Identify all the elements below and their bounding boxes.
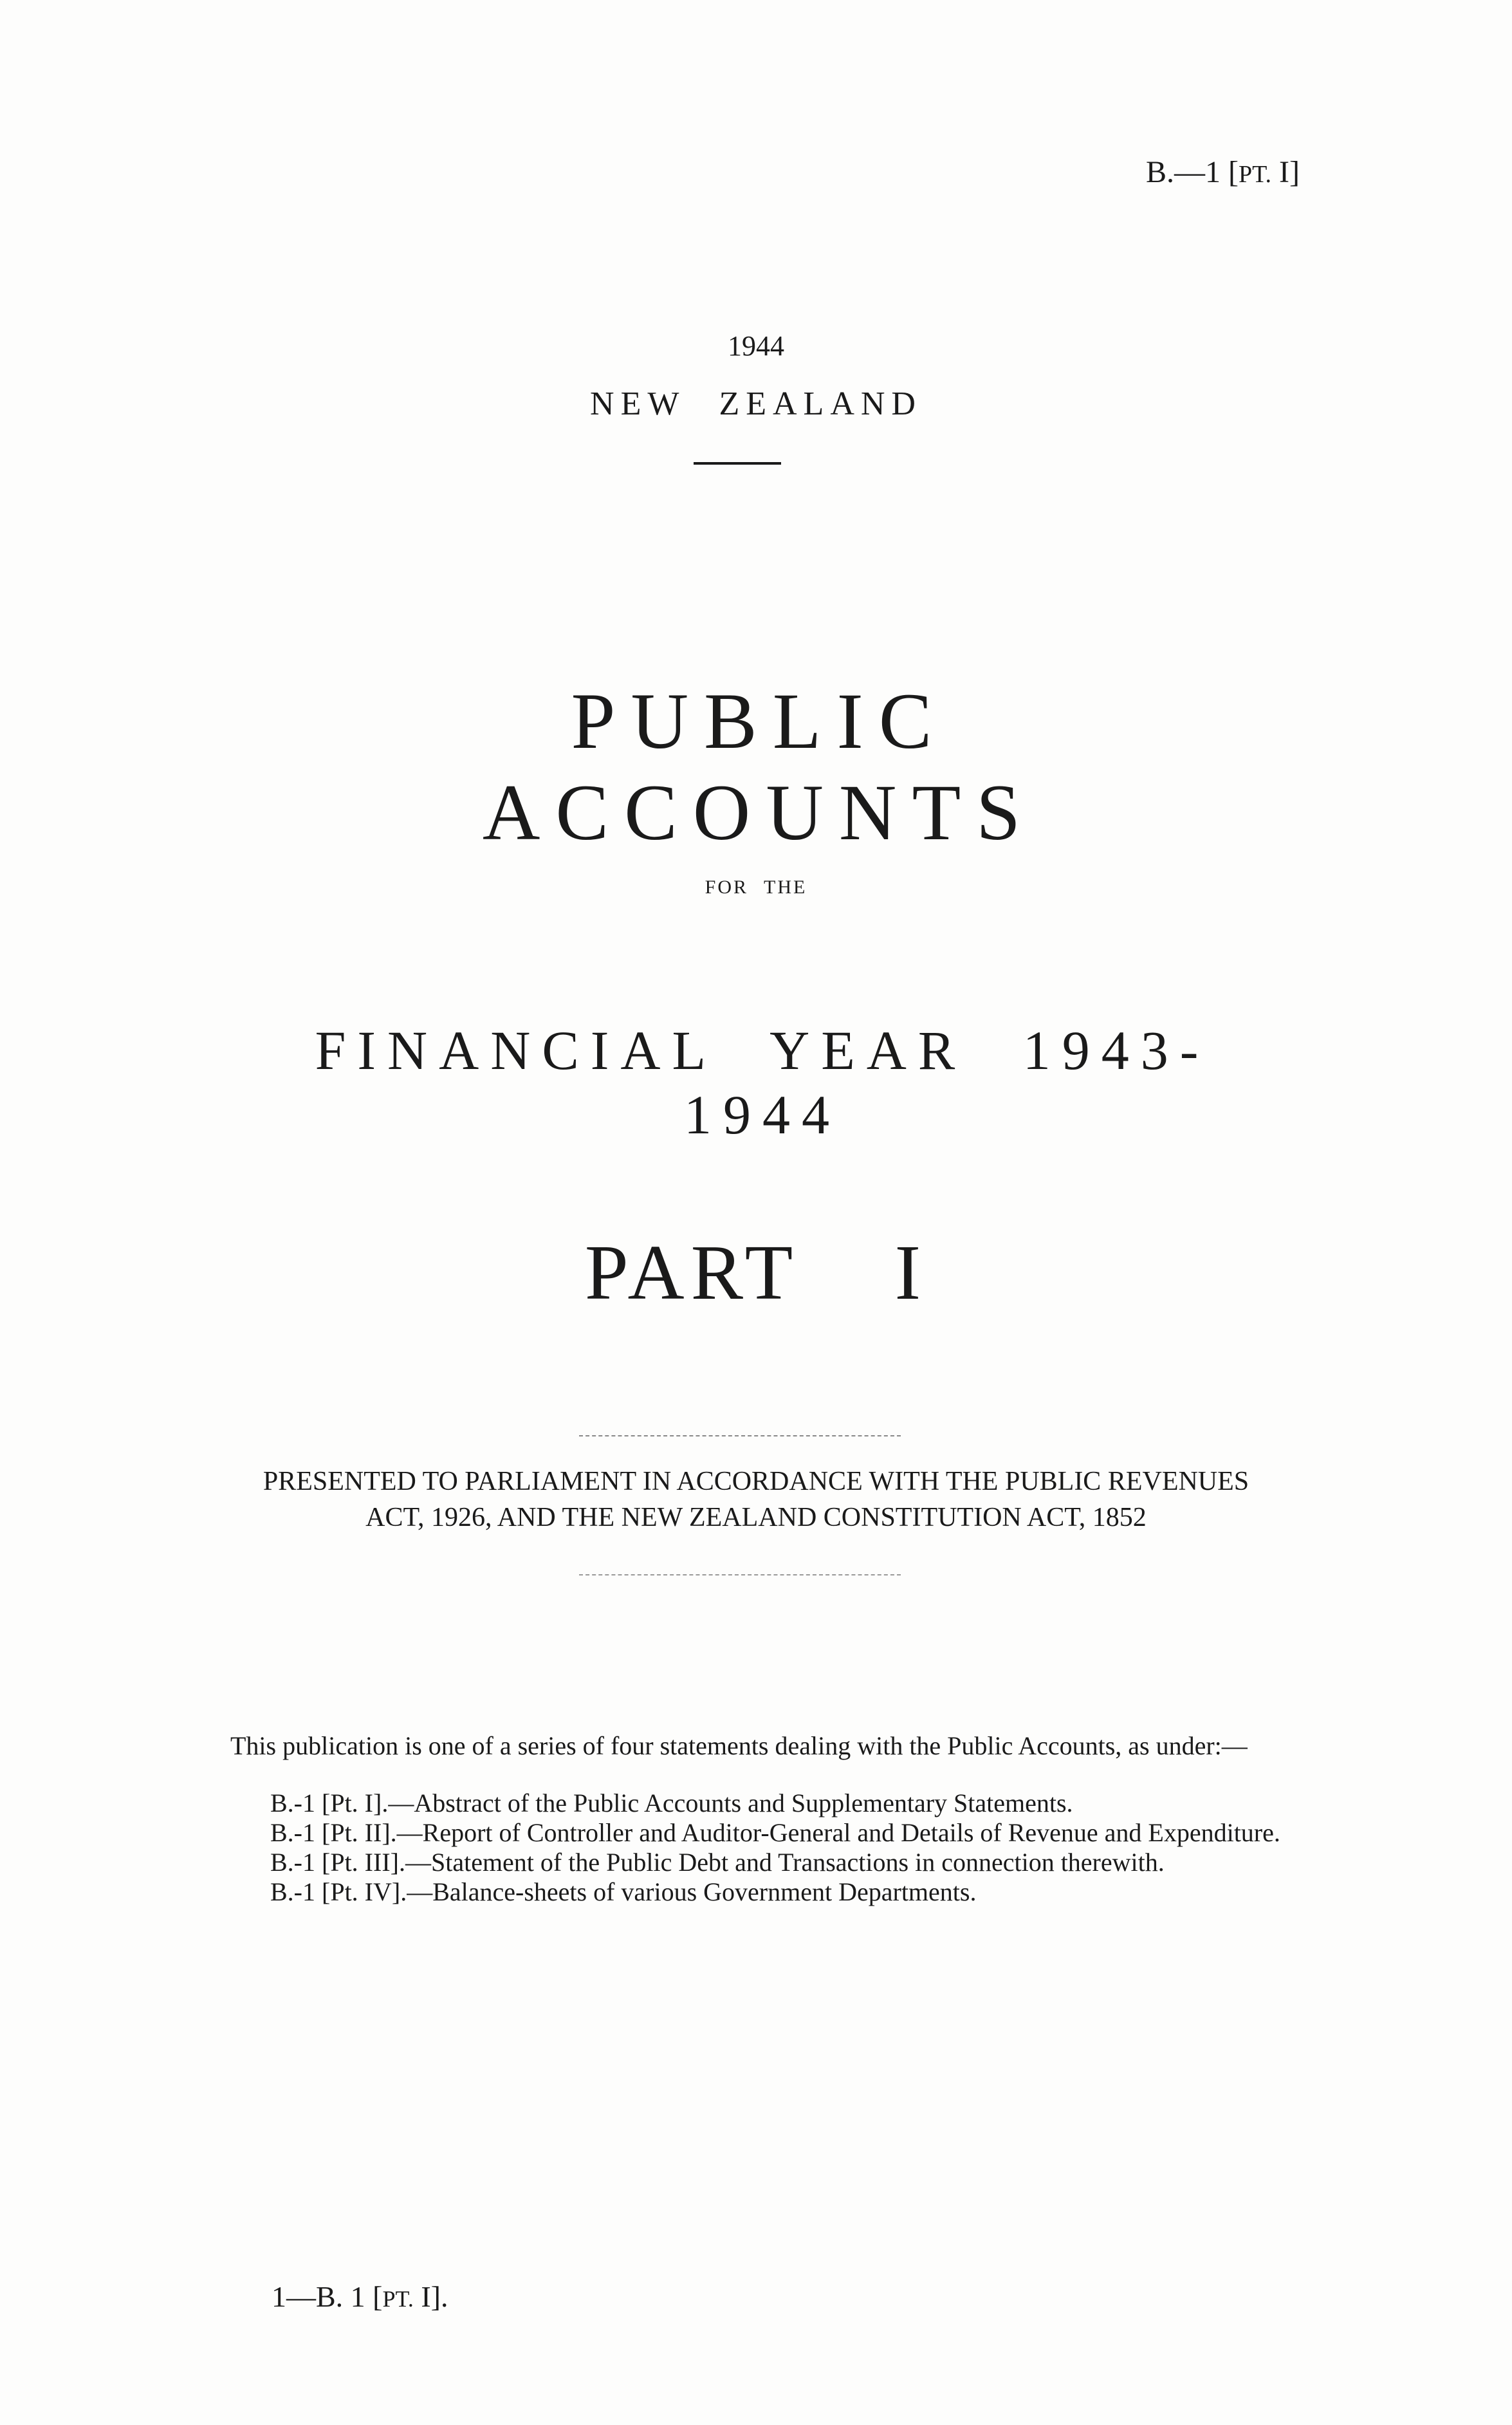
for-the-line: FOR THE bbox=[705, 877, 807, 898]
footer-ref-pt: PT. bbox=[382, 2286, 414, 2312]
divider-rule-lower bbox=[579, 1574, 901, 1575]
footer-reference bbox=[272, 2280, 448, 2314]
footer-ref-end: I]. bbox=[413, 2280, 448, 2313]
series-list bbox=[270, 1789, 1313, 1908]
intro-paragraph: This publication is one of a series of four statements dealing with the Public Accounts, as under:— bbox=[230, 1731, 1248, 1760]
presented-line-2: ACT, 1926, AND THE NEW ZEALAND CONSTITUTION ACT, 1852 bbox=[365, 1503, 1147, 1532]
main-title: PUBLIC ACCOUNTS bbox=[482, 677, 1037, 857]
doc-ref-end: I] bbox=[1271, 155, 1300, 189]
list-item: B.-1 [Pt. IV].—Balance-sheets of various Government Departments. bbox=[270, 1877, 977, 1906]
presented-statement bbox=[161, 1463, 1351, 1536]
financial-year-heading: FINANCIAL YEAR 1943-1944 bbox=[315, 1019, 1210, 1146]
country-heading: NEW ZEALAND bbox=[590, 386, 922, 422]
part-heading: PART I bbox=[584, 1229, 928, 1316]
list-item: B.-1 [Pt. I].—Abstract of the Public Accounts and Supplementary Statements. bbox=[270, 1789, 1073, 1817]
list-item: B.-1 [Pt. III].—Statement of the Public Debt and Transactions in connection therewith. bbox=[270, 1848, 1165, 1877]
footer-ref-main: 1—B. 1 [ bbox=[272, 2280, 383, 2313]
document-reference bbox=[1146, 154, 1300, 190]
doc-ref-main: B.—1 [ bbox=[1146, 155, 1239, 189]
publication-year: 1944 bbox=[728, 330, 784, 362]
divider-rule-upper bbox=[579, 1435, 901, 1436]
list-item: B.-1 [Pt. II].—Report of Controller and Auditor-General and Details of Revenue and Expenditure. bbox=[270, 1818, 1280, 1847]
divider-rule bbox=[694, 462, 781, 465]
presented-line-1: PRESENTED TO PARLIAMENT IN ACCORDANCE WITH THE PUBLIC REVENUES bbox=[263, 1467, 1249, 1496]
doc-ref-pt: PT. bbox=[1239, 161, 1272, 188]
